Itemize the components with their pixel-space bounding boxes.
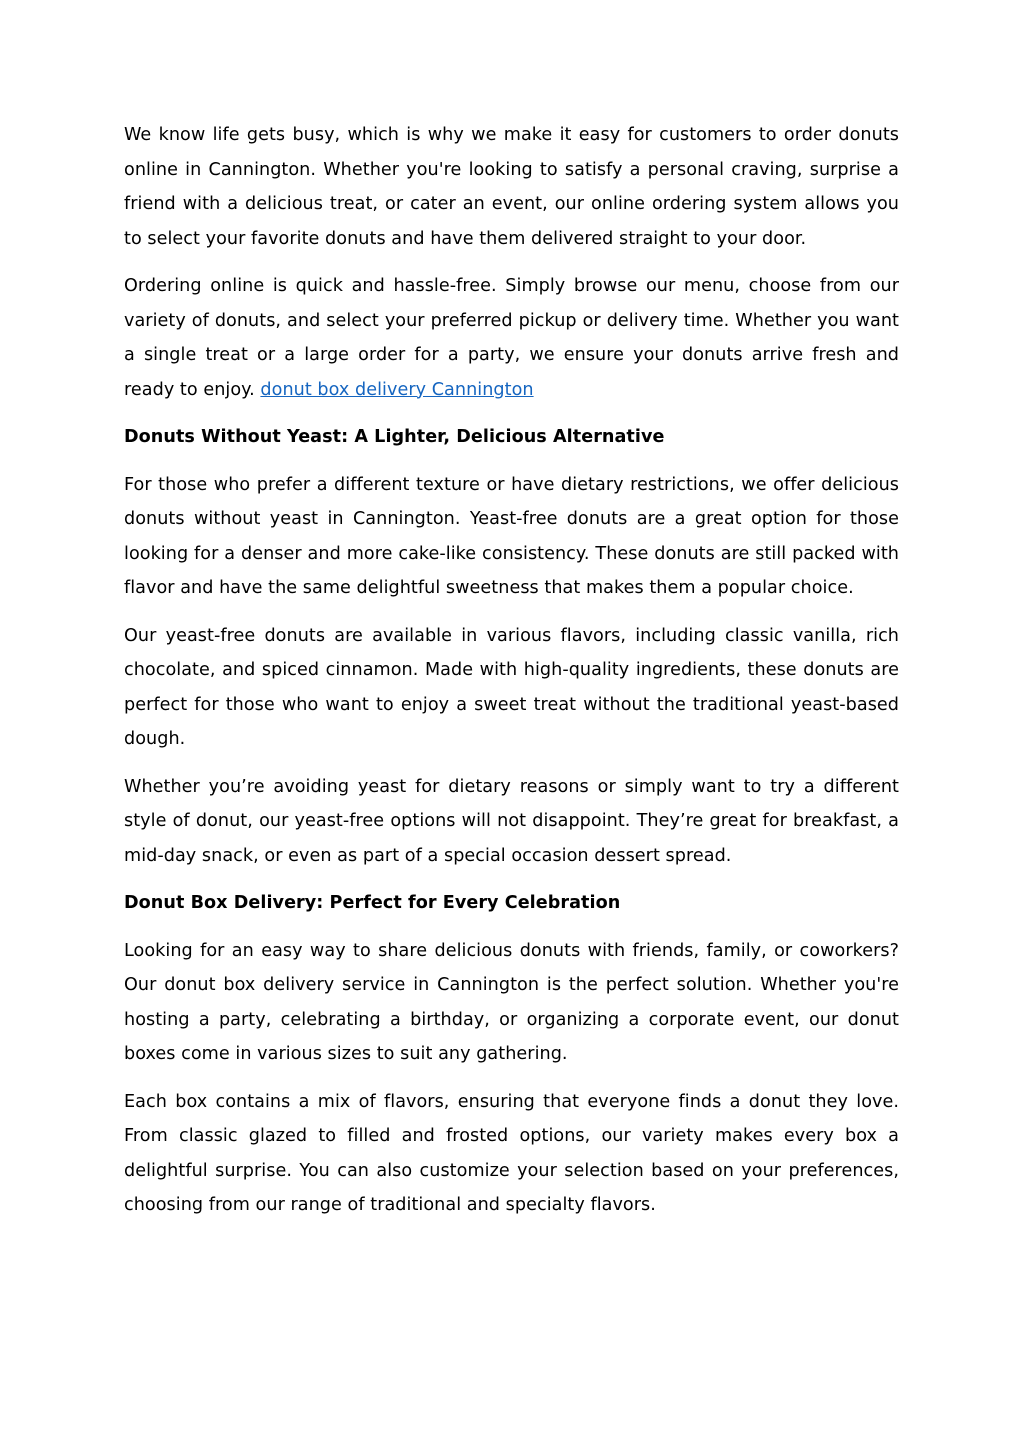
heading-donuts-without-yeast: Donuts Without Yeast: A Lighter, Delicious Alternative — [124, 427, 665, 447]
paragraph-donut-box-flavors: Each box contains a mix of flavors, ensuring that everyone finds a donut they love. From classic glazed to filled and frosted options, our variety makes every box a delightful surprise. You can also customize your selection based on your preferences, choosing from our range of traditional and specialty flavors. — [124, 1091, 899, 1215]
paragraph-yeast-free-options: Whether you’re avoiding yeast for dietary reasons or simply want to try a different style of donut, our yeast-free options will not disappoint. They’re great for breakfast, a mid-day snack, or even as part of a special occasion dessert spread. — [124, 776, 899, 866]
document-page — [124, 118, 899, 1236]
paragraph-online-ordering-intro: We know life gets busy, which is why we make it easy for customers to order donuts online in Cannington. Whether you're looking to satisfy a personal craving, surprise a friend with a delicious treat, or cater an event, our online ordering system allows you to select your favorite donuts and have them delivered straight to your door. — [124, 125, 899, 249]
heading-donut-box-delivery: Donut Box Delivery: Perfect for Every Celebration — [124, 893, 621, 913]
paragraph-online-ordering-details — [124, 269, 899, 407]
paragraph-yeast-free-intro: For those who prefer a different texture or have dietary restrictions, we offer delicious donuts without yeast in Cannington. Yeast-free donuts are a great option for those looking for a denser and more cake-like consistency. These donuts are still packed with flavor and have the same delightful sweetness that makes them a popular choice. — [124, 474, 899, 598]
paragraph-donut-box-service: Looking for an easy way to share delicious donuts with friends, family, or coworkers? Our donut box delivery service in Cannington is the perfect solution. Whether you're hosting a party, celebrating a birthday, or organizing a corporate event, our donut boxes come in various sizes to suit any gathering. — [124, 940, 899, 1064]
paragraph-online-ordering-details-text: Ordering online is quick and hassle-free. Simply browse our menu, choose from our variety of donuts, and select your preferred pickup or delivery time. Whether you want a single treat or a large order for a party, we ensure your donuts arrive fresh and ready to enjoy. — [124, 276, 899, 400]
donut-box-delivery-link[interactable]: donut box delivery Cannington — [260, 379, 534, 400]
paragraph-yeast-free-flavors: Our yeast-free donuts are available in various flavors, including classic vanilla, rich chocolate, and spiced cinnamon. Made with high-quality ingredients, these donuts are perfect for those who want to enjoy a sweet treat without the traditional yeast-based dough. — [124, 625, 899, 749]
